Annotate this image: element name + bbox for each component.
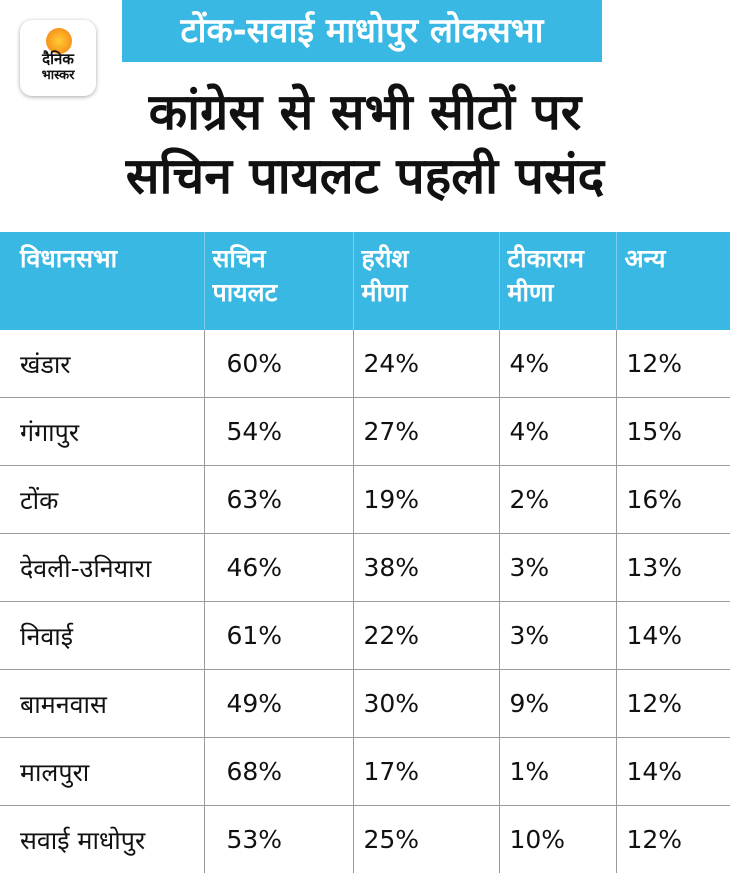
tikaram-meena-value: 3% — [499, 602, 616, 670]
harish-meena-value: 22% — [353, 602, 499, 670]
others-value: 12% — [616, 670, 730, 738]
harish-meena-value: 27% — [353, 398, 499, 466]
harish-meena-value: 17% — [353, 738, 499, 806]
assembly-name: निवाई — [0, 602, 204, 670]
harish-meena-value: 30% — [353, 670, 499, 738]
column-header-assembly: विधानसभा — [0, 232, 204, 330]
tikaram-meena-value: 4% — [499, 330, 616, 398]
harish-meena-value: 25% — [353, 806, 499, 874]
logo-text-line2: भास्कर — [41, 68, 75, 83]
headline — [0, 80, 730, 208]
table-row — [0, 534, 730, 602]
sachin-pilot-value: 60% — [204, 330, 353, 398]
headline-line2: सचिन पायलट पहली पसंद — [125, 147, 605, 205]
table-header-row — [0, 232, 730, 330]
table-row — [0, 670, 730, 738]
table-row — [0, 602, 730, 670]
others-value: 12% — [616, 330, 730, 398]
column-header-others: अन्य — [616, 232, 730, 330]
assembly-name: बामनवास — [0, 670, 204, 738]
column-header-tikaram-meena: टीकाराम मीणा — [499, 232, 616, 330]
others-value: 12% — [616, 806, 730, 874]
others-value: 14% — [616, 602, 730, 670]
tikaram-meena-value: 3% — [499, 534, 616, 602]
column-header-sachin-pilot: सचिन पायलट — [204, 232, 353, 330]
assembly-name: खंडार — [20, 349, 71, 379]
logo-text-line1: दैनिक — [42, 50, 74, 68]
table-row — [0, 806, 730, 874]
survey-table — [0, 232, 730, 873]
assembly-name: टोंक — [0, 466, 204, 534]
assembly-name: गंगापुर — [0, 398, 204, 466]
assembly-name: मालपुरा — [0, 738, 204, 806]
sachin-pilot-value: 49% — [204, 670, 353, 738]
tikaram-meena-value: 4% — [499, 398, 616, 466]
tikaram-meena-value: 1% — [499, 738, 616, 806]
others-value: 15% — [616, 398, 730, 466]
harish-meena-value: 19% — [353, 466, 499, 534]
tikaram-meena-value: 2% — [499, 466, 616, 534]
tikaram-meena-value: 9% — [499, 670, 616, 738]
others-value: 16% — [616, 466, 730, 534]
table-row — [0, 398, 730, 466]
headline-line1: कांग्रेस से सभी सीटों पर — [148, 83, 582, 141]
sachin-pilot-value: 46% — [204, 534, 353, 602]
sachin-pilot-value: 63% — [204, 466, 353, 534]
sachin-pilot-value: 68% — [204, 738, 353, 806]
harish-meena-value: 38% — [353, 534, 499, 602]
table-row — [0, 738, 730, 806]
others-value: 14% — [616, 738, 730, 806]
assembly-name: सवाई माधोपुर — [0, 806, 204, 874]
constituency-badge: टोंक-सवाई माधोपुर लोकसभा — [122, 0, 602, 62]
harish-meena-value: 24% — [353, 330, 499, 398]
table-row — [0, 330, 730, 398]
column-header-harish-meena: हरीश मीणा — [353, 232, 499, 330]
sachin-pilot-value: 53% — [204, 806, 353, 874]
sachin-pilot-value: 61% — [204, 602, 353, 670]
table-row — [0, 466, 730, 534]
tikaram-meena-value: 10% — [499, 806, 616, 874]
sachin-pilot-value: 54% — [204, 398, 353, 466]
assembly-name: देवली-उनियारा — [0, 534, 204, 602]
others-value: 13% — [616, 534, 730, 602]
